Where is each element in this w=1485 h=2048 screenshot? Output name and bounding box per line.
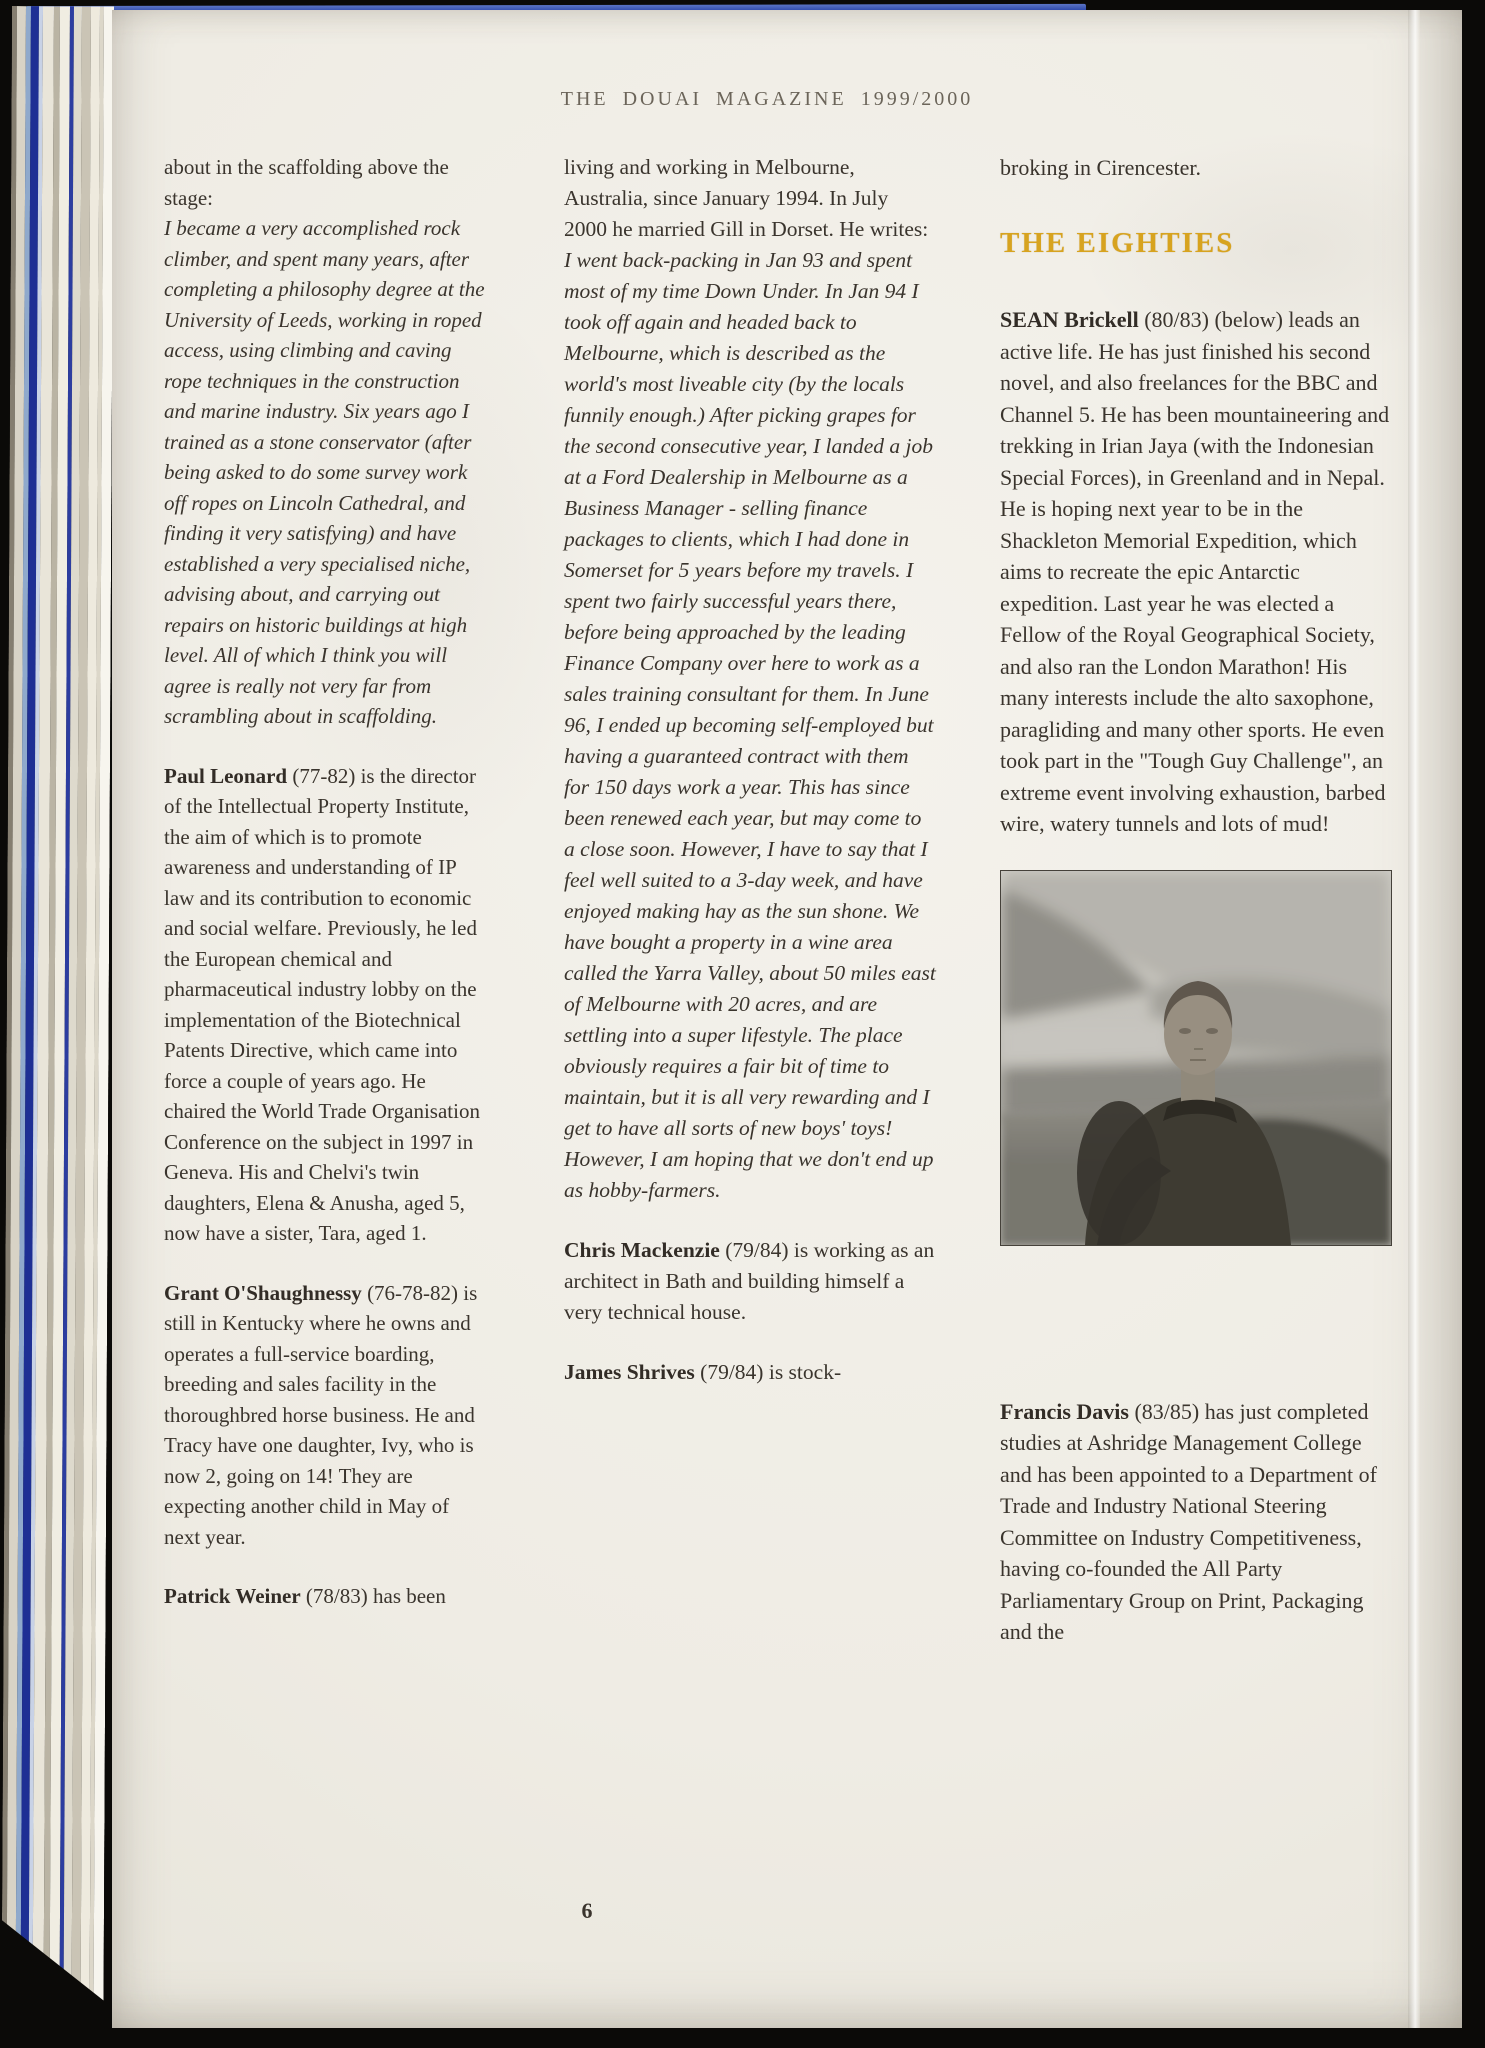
para-francis-davis (1000, 1396, 1394, 1648)
para-grant-oshaughnessy (164, 1278, 490, 1553)
person-name: Grant O'Shaughnessy (164, 1280, 362, 1305)
para-chris-mackenzie (564, 1235, 936, 1328)
para-sean-brickell (1000, 304, 1394, 840)
quote-melbourne: I went back-packing in Jan 93 and spent most of my time Down Under. In Jan 94 I took off again and headed back to Melbourne, which is described as the world's most liveable city (by the locals funnily enough.) After picking grapes for the second consecutive year, I landed a job at a Ford Dealership in Melbourne as a Business Manager - selling finance packages to clients, which I had done in Somerset for 5 years before my travels. I spent two fairly successful years there, before being approached by the leading Finance Company over here to work as a sales training consultant for them. In June 96, I ended up becoming self-employed but having a guaranteed contract with them for 150 days work a year. This has since been renewed each year, but may come to a close soon. However, I have to say that I feel well suited to a 3-day week, and have enjoyed making hay as the sun shone. We have bought a property in a wine area called the Yarra Valley, about 50 miles east of Melbourne with 20 acres, and are settling into a super lifestyle. The place obviously requires a fair bit of time to maintain, but it is all very rewarding and I get to have all sorts of new boys' toys! However, I am hoping that we don't end up as hobby-farmers. (564, 248, 936, 1202)
quote-climbing: I became a very accomplished rock climber, and spent many years, after completing a philosophy degree at the University of Leeds, working in roped access, using climbing and caving rope techniques in the construction and marine industry. Six years ago I trained as a stone conservator (after being asked to do some survey work off ropes on Lincoln Cathedral, and finding it very satisfying) and have established a very specialised niche, advising about, and carrying out repairs on historic buildings at high level. All of which I think you will agree is really not very far from scrambling about in scaffolding. (164, 216, 485, 728)
para-intro-melbourne: living and working in Melbourne, Australia, since January 1994. In July 2000 he married Gill in Dorset. He writes: (564, 155, 929, 241)
book-binding-edge (2, 6, 114, 2001)
person-bio: (77-82) is the director of the Intellectual Property Institute, the aim of which is to promote awareness and understanding of IP law and its contribution to economic and social welfare. Previously, he led the European chemical and pharmaceutical industry lobby on the implementation of the Biotechnical Patents Directive, which came into force a couple of years ago. He chaired the World Trade Organisation Conference on the subject in 1997 in Geneva. His and Chelvi's twin daughters, Elena & Anusha, aged 5, now have a sister, Tara, aged 1. (164, 763, 480, 1245)
para-broking: broking in Cirencester. (1000, 155, 1202, 180)
photo-illustration (1001, 871, 1391, 1245)
section-heading-eighties: THE EIGHTIES (1000, 226, 1235, 259)
photo-sean-brickell (1000, 870, 1392, 1246)
para-paul-leonard (164, 761, 490, 1249)
page-number: 6 (581, 1898, 593, 1923)
person-name: Francis Davis (1000, 1398, 1129, 1424)
person-bio: (76-78-82) is still in Kentucky where he owns and operates a full-service boarding, breeding and sales facility in the thoroughbred horse business. He and Tracy have one daughter, Ivy, who is now 2, going on 14! They are expecting another child in May of next year. (164, 1280, 478, 1549)
column-2 (564, 152, 936, 1417)
person-name: Patrick Weiner (164, 1584, 301, 1608)
column-3 (1000, 152, 1394, 1677)
person-name: Chris Mackenzie (564, 1238, 720, 1262)
page-right-edge (1408, 10, 1420, 2028)
magazine-page (112, 10, 1462, 2028)
person-bio: (80/83) (below) leads an active life. He has just finished his second novel, and also freelances for the BBC and Channel 5. He has been mountaineering and trekking in Irian Jaya (with the Indonesian Special Forces), in Greenland and in Nepal. He is hoping next year to be in the Shackleton Memorial Expedition, which aims to recreate the epic Antarctic expedition. Last year he was elected a Fellow of the Royal Geographical Society, and also ran the London Marathon! His many interests include the alto saxophone, paragliding and many other sports. He even took part in the "Tough Guy Challenge", an extreme event involving exhaustion, barbed wire, watery tunnels and lots of mud! (1000, 307, 1390, 836)
person-name: Paul Leonard (164, 763, 288, 788)
para-patrick-weiner (164, 1581, 490, 1612)
person-bio: (79/84) is working as an architect in Bath and building himself a very technical house. (564, 1238, 935, 1324)
person-name: James Shrives (564, 1360, 695, 1384)
para-james-shrives (564, 1357, 936, 1388)
column-1 (164, 152, 490, 1641)
para-continuation: about in the scaffolding above the stage: (164, 155, 449, 210)
person-bio: (78/83) has been (300, 1584, 446, 1608)
person-name: SEAN Brickell (1000, 307, 1139, 332)
person-bio: (79/84) is stock- (694, 1360, 842, 1384)
person-bio: (83/85) has just completed studies at Ashridge Management College and has been appointed to a Department of Trade and Industry National Steering Committee on Industry Competitiveness, having co-founded the All Party Parliamentary Group on Print, Packaging and the (1000, 1398, 1377, 1644)
running-head: THE DOUAI MAGAZINE 1999/2000 (560, 88, 974, 110)
